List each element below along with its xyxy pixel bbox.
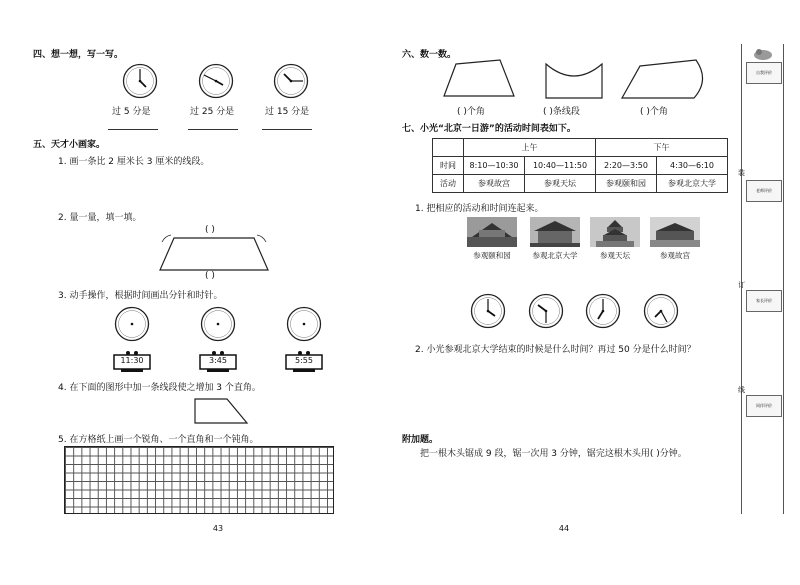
table-header-afternoon: 下午: [596, 139, 728, 157]
table-cell: 参观颐和园: [596, 175, 657, 193]
clock-face: [200, 306, 236, 342]
bonus-question: 把一根木头锯成 9 段，锯一次用 3 分钟，锯完这根木头用( )分钟。: [420, 449, 687, 459]
section-4-title: 四、想一想，写一写。: [33, 50, 124, 60]
binding-char: 装: [738, 169, 745, 177]
photo-caption: 参观北京大学: [532, 251, 578, 260]
digital-clock: 3:45: [199, 350, 237, 372]
question-2: 2. 量一量，填一填。: [58, 213, 142, 223]
clock-label: 过 25 分是: [190, 107, 235, 117]
evaluation-box: 自我评价: [746, 62, 782, 84]
measure-paren: ( ): [205, 271, 215, 281]
photo-caption: 参观故宫: [660, 251, 690, 260]
sub-question-1: 1. 把相应的活动和时间连起来。: [415, 204, 544, 214]
bonus-title: 附加题。: [402, 435, 439, 445]
shapes-to-count: [442, 58, 710, 100]
mascot-icon: [752, 47, 774, 61]
answer-blank[interactable]: [108, 120, 158, 130]
table-header-morning: 上午: [464, 139, 596, 157]
table-cell: [433, 139, 464, 157]
answer-blank[interactable]: [262, 120, 312, 130]
question-3: 3. 动手操作，根据时间画出分针和时针。: [58, 291, 223, 301]
shape-label: ( )个角: [640, 107, 668, 117]
table-cell: 10:40—11:50: [525, 157, 596, 175]
section-7-title: 七、小光“北京一日游”的活动时间表如下。: [402, 124, 576, 134]
photo-caption: 参观天坛: [600, 251, 630, 260]
digital-clock: 11:30: [113, 350, 151, 372]
clock-face: [643, 293, 679, 329]
binding-char: 订: [738, 281, 745, 289]
binding-line: [741, 44, 742, 514]
page-number: 43: [212, 524, 224, 533]
question-1: 1. 画一条比 2 厘米长 3 厘米的线段。: [58, 157, 210, 167]
shape-label: ( )条线段: [543, 107, 580, 117]
measure-paren: ( ): [205, 225, 215, 235]
table-row-label: 活动: [433, 175, 464, 193]
question-5: 5. 在方格纸上画一个锐角、一个直角和一个钝角。: [58, 435, 259, 445]
table-cell: 参观故宫: [464, 175, 525, 193]
table-cell: 参观北京大学: [657, 175, 728, 193]
temple-of-heaven-photo: [590, 217, 640, 247]
question-4: 4. 在下面的图形中加一条线段使之增加 3 个直角。: [58, 383, 261, 393]
clock-label: 过 5 分是: [112, 107, 151, 117]
photo-caption: 参观颐和园: [473, 251, 511, 260]
clock-face: [273, 63, 309, 99]
clock-face: [114, 306, 150, 342]
clock-label: 过 15 分是: [265, 107, 310, 117]
grid-paper[interactable]: [64, 446, 334, 514]
clock-face: [286, 306, 322, 342]
summer-palace-photo: [467, 217, 517, 247]
section-5-title: 五、天才小画家。: [33, 140, 106, 150]
answer-blank[interactable]: [188, 120, 238, 130]
table-row-label: 时间: [433, 157, 464, 175]
clock-face: [122, 63, 158, 99]
digital-clock: 5:55: [285, 350, 323, 372]
page-number: 44: [558, 524, 570, 533]
right-trapezoid-shape: [193, 397, 249, 425]
table-cell: 参观天坛: [525, 175, 596, 193]
clock-face: [470, 293, 506, 329]
section-6-title: 六、数一数。: [402, 50, 457, 60]
clock-face: [198, 63, 234, 99]
shape-label: ( )个角: [457, 107, 485, 117]
peking-university-photo: [530, 217, 580, 247]
clock-face: [528, 293, 564, 329]
trapezoid-shape: [158, 232, 270, 272]
evaluation-box: 老师评价: [746, 180, 782, 202]
evaluation-box: 同伴评价: [746, 395, 782, 417]
evaluation-box: 家长评价: [746, 290, 782, 312]
table-cell: 4:30—6:10: [657, 157, 728, 175]
binding-char: 线: [738, 386, 745, 394]
binding-line: [783, 44, 784, 514]
sub-question-2: 2. 小光参观北京大学结束的时候是什么时间？再过 50 分是什么时间？: [415, 345, 696, 355]
table-cell: 2:20—3:50: [596, 157, 657, 175]
clock-face: [585, 293, 621, 329]
forbidden-city-photo: [650, 217, 700, 247]
schedule-table: [432, 138, 728, 193]
table-cell: 8:10—10:30: [464, 157, 525, 175]
